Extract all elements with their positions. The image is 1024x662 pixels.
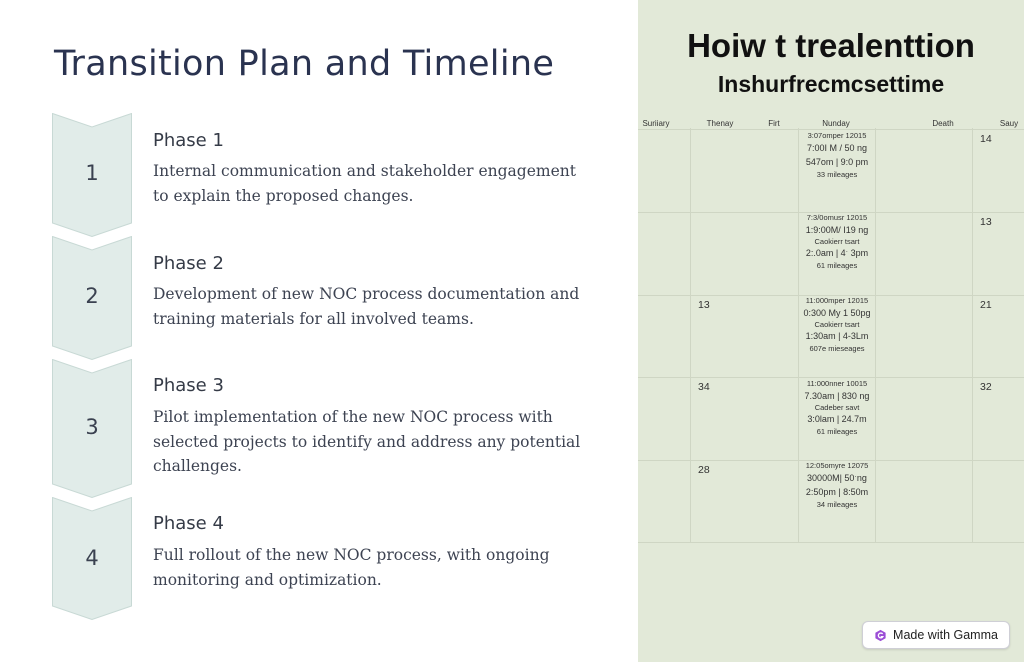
phase-1-description: Internal communication and stakeholder engagement to explain the proposed changes. xyxy=(153,162,576,205)
made-with-gamma-badge[interactable] xyxy=(862,621,1010,649)
phase-2-description: Development of new NOC process documentation and training materials for all involved teams. xyxy=(153,285,580,328)
day-number: 13 xyxy=(980,216,992,228)
phase-1-title: Phase 1 xyxy=(153,130,224,151)
phase-2-chevron xyxy=(52,236,132,360)
phase-4 xyxy=(52,497,612,621)
gamma-logo-icon xyxy=(874,629,887,642)
grid-line xyxy=(972,128,973,543)
phase-2-title: Phase 2 xyxy=(153,253,224,274)
phase-4-chevron xyxy=(52,497,132,620)
grid-line xyxy=(638,129,1024,130)
grid-line xyxy=(638,542,1024,543)
phase-2 xyxy=(52,236,612,361)
grid-line xyxy=(690,128,691,543)
day-number: 21 xyxy=(980,299,992,311)
calendar-entry: 11:000mper 12015 0:300 My 1 50pg Caokierr tsart 1:30am | 4-3Lm 607e mieseages xyxy=(803,296,871,353)
calendar-header: Suriiary xyxy=(642,119,670,128)
calendar-header: Thenay xyxy=(706,119,734,128)
calendar-entry: 12:05omyre 12075 30000M| 50ˑng 2:50pm | 8:50m 34 mileages xyxy=(805,461,869,509)
slide-title: Transition Plan and Timeline xyxy=(54,44,555,84)
phase-4-description: Full rollout of the new NOC process, with ongoing monitoring and optimization. xyxy=(153,546,550,589)
phase-2-number: 2 xyxy=(85,284,99,308)
calendar-entry: 3:07omper 12015 7:00I M / 50 ng 547om | 9:0 pm 33 mileages xyxy=(805,131,869,179)
phase-4-number: 4 xyxy=(85,546,99,570)
calendar-header: Death xyxy=(932,119,954,128)
day-number: 13 xyxy=(698,299,710,311)
calendar-entry: 11:000nner 10015 7.30am | 830 ng Cadeber savt 3:0lam | 24.7m 61 mileages xyxy=(804,379,870,436)
phase-3-description: Pilot implementation of the new NOC process with selected projects to identify and address any potential challenges. xyxy=(153,408,581,475)
phase-3-chevron xyxy=(52,359,132,498)
image-subtitle: Inshurfrecmcsettime xyxy=(717,71,945,97)
badge-label: Made with Gamma xyxy=(893,628,998,642)
phase-3-number: 3 xyxy=(85,415,99,439)
phase-1-number: 1 xyxy=(85,161,99,185)
phase-1-chevron xyxy=(52,113,132,237)
calendar-header: Firt xyxy=(768,119,780,128)
phase-1 xyxy=(52,113,612,238)
phase-3 xyxy=(52,359,612,499)
phase-3-title: Phase 3 xyxy=(153,375,224,396)
calendar-image xyxy=(638,0,1024,662)
image-title: Hoiw t trealenttion xyxy=(687,27,975,64)
phase-4-title: Phase 4 xyxy=(153,513,224,534)
day-number: 28 xyxy=(698,464,710,476)
grid-line xyxy=(638,377,1024,378)
calendar-header: Nunday xyxy=(822,119,850,128)
day-number: 34 xyxy=(698,381,710,393)
day-number: 14 xyxy=(980,133,992,145)
day-number: 32 xyxy=(980,381,992,393)
calendar-entry: 7:3/0omusr 12015 1:9:00M/ I19 ng Caokierr tsart 2:.0am | 4ˑ 3pm 61 mileages xyxy=(805,213,869,270)
calendar-header: Sauy xyxy=(999,119,1019,128)
